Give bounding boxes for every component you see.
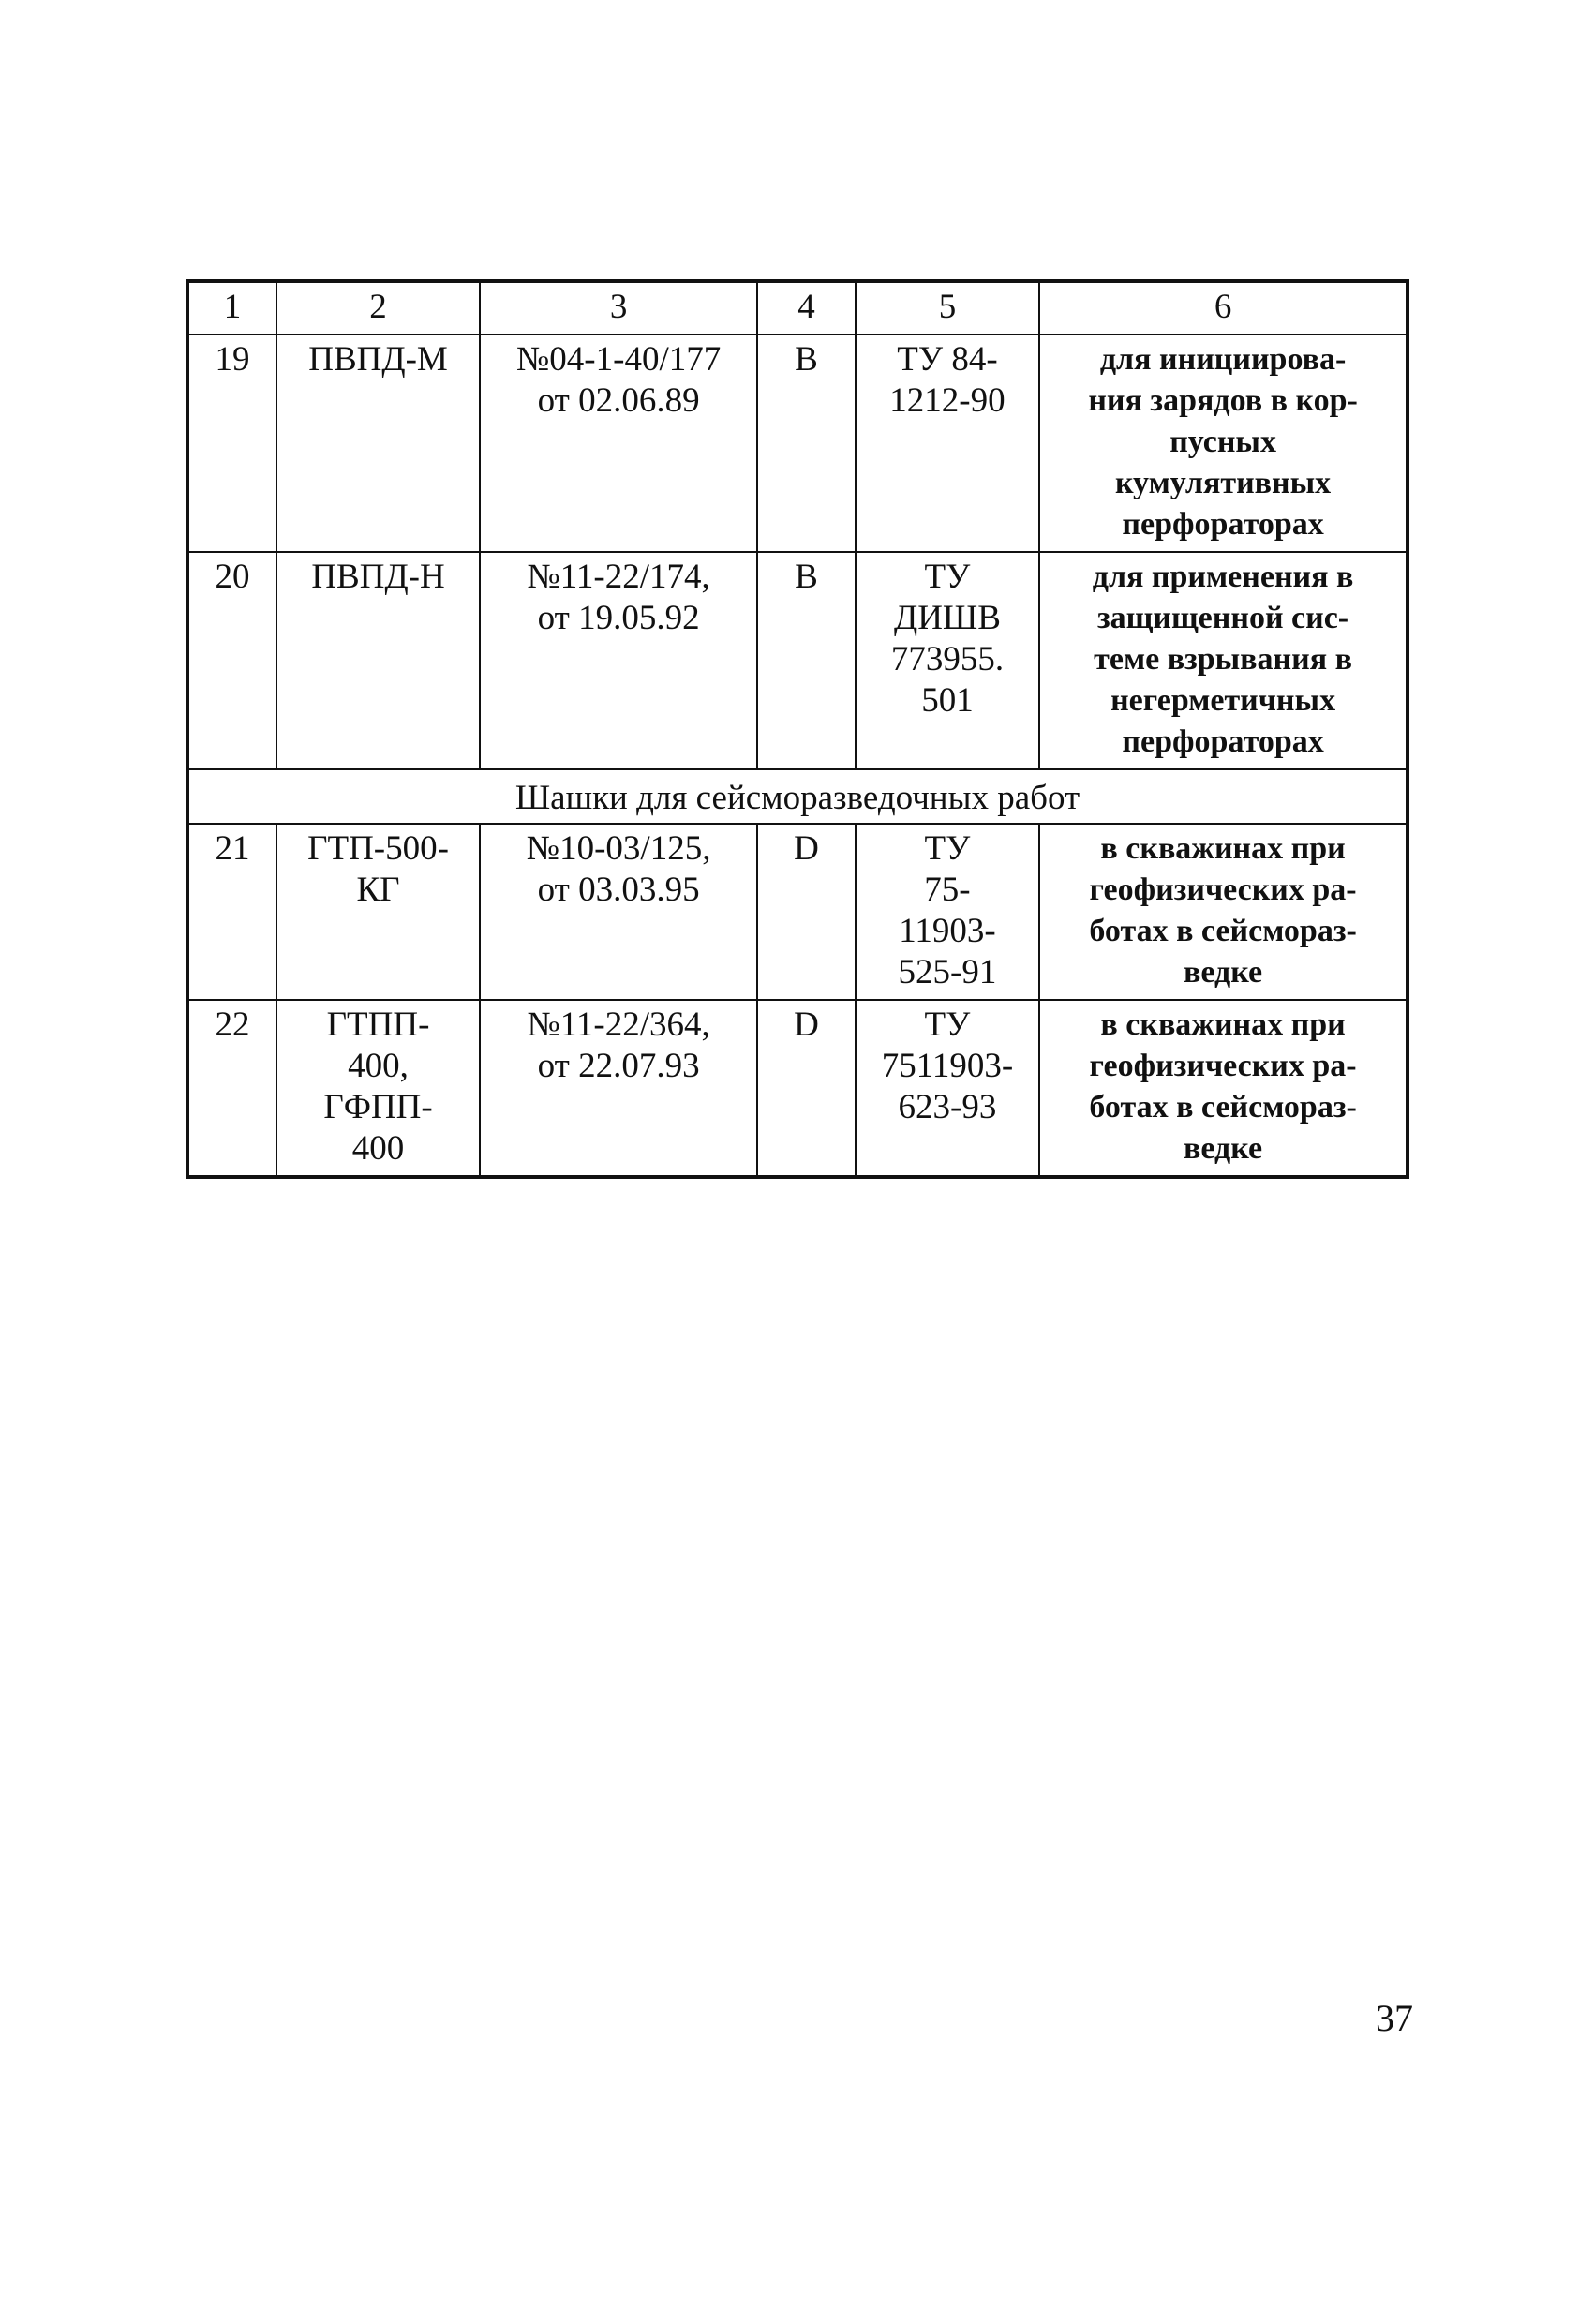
table-cell-col-4 xyxy=(757,824,856,1000)
cell-line: 400, xyxy=(348,1047,409,1085)
table-cell-col-6 xyxy=(1039,335,1408,552)
cell-line: 7511903- xyxy=(881,1047,1014,1085)
cell-line: для применения в xyxy=(1092,559,1354,594)
cell-line: 75- xyxy=(924,871,971,909)
cell-line: 21 xyxy=(215,829,250,868)
table-body xyxy=(187,281,1408,1177)
header-cell-2: 2 xyxy=(276,281,480,335)
cell-line: ТУ xyxy=(924,1006,971,1044)
cell-line: ГТПП- xyxy=(326,1006,430,1044)
table-header-row xyxy=(187,281,1408,335)
header-cell-6: 6 xyxy=(1039,281,1408,335)
cell-line: 501 xyxy=(921,681,974,720)
cell-line: геофизических ра- xyxy=(1089,872,1357,907)
cell-line: ТУ xyxy=(924,829,971,868)
table-cell-col-2 xyxy=(276,824,480,1000)
cell-line: D xyxy=(794,829,819,868)
table-cell-col-6 xyxy=(1039,552,1408,769)
cell-line: пусных xyxy=(1169,425,1276,459)
cell-line: 19 xyxy=(215,340,250,379)
cell-line: кумулятивных xyxy=(1114,466,1332,500)
cell-line: ГТП-500- xyxy=(307,829,449,868)
section-title: Шашки для сейсморазведочных работ xyxy=(187,769,1408,824)
cell-line: ТУ 84- xyxy=(897,340,998,379)
table-cell-col-5 xyxy=(856,552,1039,769)
cell-line: для инициирова- xyxy=(1099,342,1347,377)
cell-line: 400 xyxy=(351,1129,405,1168)
table-cell-col-3 xyxy=(480,335,757,552)
table-cell-col-6 xyxy=(1039,824,1408,1000)
data-table xyxy=(186,279,1409,1179)
table-cell-col-3 xyxy=(480,824,757,1000)
cell-line: ведке xyxy=(1184,955,1263,990)
cell-line: №10-03/125, xyxy=(526,829,711,868)
table-cell-col-4 xyxy=(757,1000,856,1177)
cell-line: ПВПД-М xyxy=(308,340,448,379)
cell-line: №11-22/364, xyxy=(527,1006,710,1044)
cell-line: от 03.03.95 xyxy=(537,871,700,909)
table-cell-col-6 xyxy=(1039,1000,1408,1177)
cell-line: 623-93 xyxy=(898,1088,997,1126)
cell-line: в скважинах при xyxy=(1100,831,1346,866)
cell-line: №04-1-40/177 xyxy=(516,340,722,379)
table-cell-col-3 xyxy=(480,1000,757,1177)
cell-line: 20 xyxy=(215,558,250,596)
table-cell-col-1 xyxy=(187,335,276,552)
table-cell-col-2 xyxy=(276,335,480,552)
cell-line: B xyxy=(795,340,818,379)
cell-line: в скважинах при xyxy=(1100,1007,1346,1042)
table-cell-col-5 xyxy=(856,824,1039,1000)
cell-line: ТУ xyxy=(924,558,971,596)
table-cell-col-5 xyxy=(856,335,1039,552)
cell-line: 11903- xyxy=(899,912,996,950)
cell-line: от 02.06.89 xyxy=(537,381,700,420)
table-row xyxy=(187,552,1408,769)
cell-line: №11-22/174, xyxy=(527,558,710,596)
cell-line: КГ xyxy=(356,871,400,909)
cell-line: 525-91 xyxy=(898,953,997,991)
cell-line: 773955. xyxy=(890,640,1005,678)
cell-line: ДИШВ xyxy=(893,599,1001,637)
cell-line: перфораторах xyxy=(1122,507,1324,542)
cell-line: ния зарядов в кор- xyxy=(1088,383,1358,418)
table-row xyxy=(187,824,1408,1000)
table-cell-col-1 xyxy=(187,824,276,1000)
section-row xyxy=(187,769,1408,824)
table-cell-col-1 xyxy=(187,1000,276,1177)
header-cell-1: 1 xyxy=(187,281,276,335)
page-number: 37 xyxy=(1376,1997,1413,2039)
cell-line: ПВПД-Н xyxy=(311,558,445,596)
header-cell-4: 4 xyxy=(757,281,856,335)
cell-line: ведке xyxy=(1184,1131,1263,1166)
cell-line: ботах в сейсмораз- xyxy=(1089,914,1357,948)
table-cell-col-1 xyxy=(187,552,276,769)
header-cell-3: 3 xyxy=(480,281,757,335)
table-cell-col-2 xyxy=(276,552,480,769)
table-row xyxy=(187,335,1408,552)
table-cell-col-5 xyxy=(856,1000,1039,1177)
table-row xyxy=(187,1000,1408,1177)
cell-line: геофизических ра- xyxy=(1089,1049,1357,1083)
table-cell-col-3 xyxy=(480,552,757,769)
header-cell-5: 5 xyxy=(856,281,1039,335)
cell-line: от 22.07.93 xyxy=(537,1047,700,1085)
table-cell-col-4 xyxy=(757,335,856,552)
cell-line: ботах в сейсмораз- xyxy=(1089,1090,1357,1125)
table-cell-col-4 xyxy=(757,552,856,769)
cell-line: защищенной сис- xyxy=(1097,601,1349,635)
cell-line: теме взрывания в xyxy=(1094,642,1352,677)
cell-line: 22 xyxy=(215,1006,250,1044)
cell-line: B xyxy=(795,558,818,596)
cell-line: от 19.05.92 xyxy=(537,599,700,637)
cell-line: D xyxy=(794,1006,819,1044)
cell-line: ГФПП- xyxy=(323,1088,433,1126)
cell-line: негерметичных xyxy=(1110,683,1336,718)
cell-line: перфораторах xyxy=(1122,724,1324,759)
table-cell-col-2 xyxy=(276,1000,480,1177)
cell-line: 1212-90 xyxy=(889,381,1006,420)
